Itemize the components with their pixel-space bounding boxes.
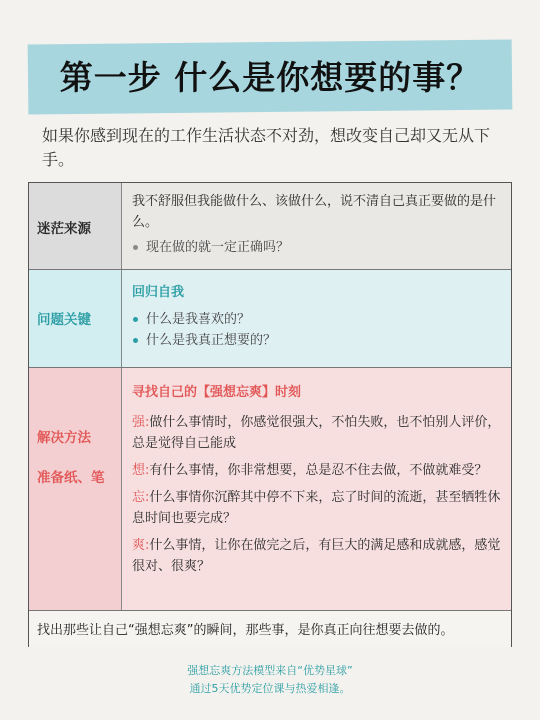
- footer-text: 找出那些让自己“强想忘爽”的瞬间，那些事，是你真正向往想要去做的。: [37, 623, 454, 638]
- list-item: 爽:什么事情，让你在做完之后，有巨大的满足感和成就感，感觉很对、很爽？: [132, 538, 501, 574]
- row-content: [132, 191, 501, 258]
- bullet-icon: [133, 245, 138, 250]
- row-content: [132, 382, 501, 577]
- row-key: [29, 270, 511, 368]
- row-content: [132, 282, 501, 351]
- solution-heading: 寻找自己的【强想忘爽】时刻: [132, 385, 302, 400]
- bullet-icon: [133, 338, 138, 343]
- list-item: 什么是我喜欢的？: [132, 309, 501, 330]
- row-label: 解决方法: [37, 430, 91, 446]
- row-label: 问题关键: [37, 312, 91, 328]
- credit-line: 强想忘爽方法模型来自“优势星球”: [187, 664, 353, 677]
- info-table: [28, 182, 512, 647]
- confusion-text: 我不舒服但我能做什么、该做什么，说不清自己真正要做的是什么。: [132, 194, 497, 230]
- bullet-icon: [133, 317, 138, 322]
- page-title: 第一步 什么是你想要的事？: [59, 58, 481, 97]
- row-label-secondary: 准备纸、笔: [37, 470, 105, 486]
- list-item: 强:做什么事情时，你感觉很强大，不怕失败，也不怕别人评价，总是觉得自己能成: [132, 415, 501, 451]
- list-item: 什么是我真正想要的？: [132, 330, 501, 351]
- intro-text: 如果你感到现在的工作生活状态不对劲，想改变自己却又无从下手。: [42, 126, 491, 169]
- row-confusion: [29, 183, 511, 270]
- row-footer: [29, 611, 511, 647]
- row-label-cell: [29, 368, 122, 610]
- row-label-cell: [29, 183, 122, 269]
- row-label: 迷茫来源: [37, 221, 91, 237]
- list-item: 现在做的就一定正确吗？: [132, 237, 501, 258]
- row-label-cell: [29, 270, 122, 367]
- list-item: 想:有什么事情，你非常想要，总是忍不住去做，不做就难受？: [132, 463, 488, 478]
- key-heading: 回归自我: [132, 285, 185, 300]
- credit-line: 通过5天优势定位课与热爱相逢。: [189, 682, 351, 695]
- row-solution: [29, 368, 511, 611]
- list-item: 忘:什么事情你沉醉其中停不下来，忘了时间的流逝，甚至牺牲休息时间也要完成？: [132, 490, 501, 526]
